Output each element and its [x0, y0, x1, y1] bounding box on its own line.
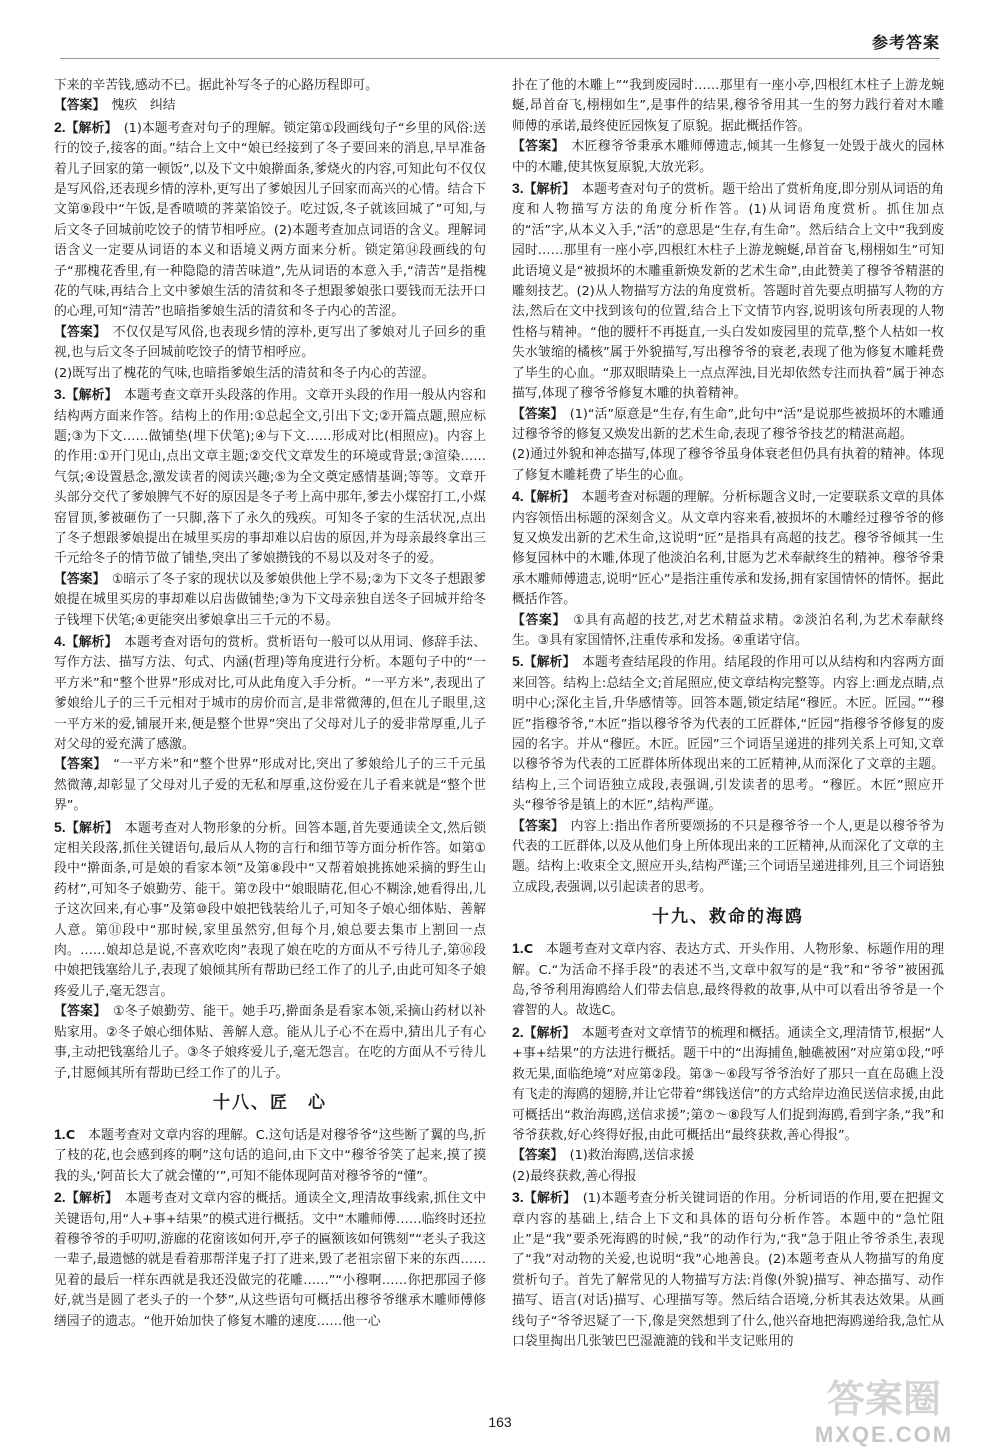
question-item [54, 631, 486, 755]
question-item [54, 1187, 486, 1332]
paragraph-text: 本题考查对句子的赏析。题干给出了赏析角度,即分别从词语的角度和人物描写方法的角度分析作答。(1)从词语角度赏析。抓住加点的“活”字,从本义入手,“活”的意思是“生存,有生命”。然后结合上文中“我到废园时……那里有一座小亭,四根红木柱子上游龙蜿蜒,昂首奋飞,栩栩如生”可知此语境义是“被损坏的木雕重新焕发新的艺术生命”,由此赞美了穆爷爷精湛的雕刻技艺。(2)从人物描写方法的角度赏析。答题时首先要点明描写人物的方法,然后在文中找到该句的位置,结合上下文情节内容,说明该句所表现的人物性格与精神。“他的腰杆不再挺直,一头白发如废园里的荒草,整个人枯如一枚失水皱缩的橘核”属于外貌描写,写出穆爷爷的衰老,表现了他为修复木雕耗费了毕生的心血。“那双眼睛染上一点点浑浊,目光却依然专注而执着”属于神态描写,体现了穆爷爷修复木雕的执着精神。 [512, 182, 944, 402]
question-item [512, 486, 944, 610]
body-paragraph [54, 364, 486, 384]
analysis-tag: 【解析】 [65, 820, 112, 836]
question-item [54, 1124, 486, 1187]
analysis-tag: 【解析】 [65, 120, 111, 136]
paragraph-text: (1)“活”原意是“生存,有生命”,此句中“活”是说那些被损坏的木雕通过穆爷爷的修复又焕发出新的艺术生命,表现了穆爷爷技艺的精湛高超。 [512, 406, 945, 442]
analysis-tag: 【解析】 [523, 655, 570, 671]
paragraph-text: 内容上:指出作者所要颂扬的不只是穆爷爷一个人,更是以穆爷爷为代表的工匠群体,以及从他们身上所体现出来的工匠精神,从而深化了文章的主题。结构上:收束全文,照应开头,结构严谨;三个词语呈递进排列,且三个词语独立成段,表强调,以引起读者的思考。 [512, 818, 944, 895]
paragraph-text: (2)既写出了槐花的气味,也暗指爹娘生活的清贫和冬子内心的苦涩。 [54, 365, 435, 381]
paragraph-text: 下来的辛苦钱,感动不已。据此补写冬子的心路历程即可。 [54, 78, 378, 93]
question-item [512, 178, 944, 404]
analysis-tag: 【解析】 [523, 1025, 569, 1041]
answer-item [512, 405, 944, 446]
question-number: 3. [54, 386, 66, 403]
answer-tag: 【答案】 [512, 139, 559, 155]
analysis-tag: 【解析】 [523, 1191, 570, 1207]
paragraph-text: 本题考查文章开头段落的作用。文章开头段的作用一般从内容和结构两方面来作答。结构上的作用:①总起全文,引出下文;②开篇点题,照应标题;③为下文……做铺垫(埋下伏笔);④与下文……形成对比(相照应)。内容上的作用:①开门见山,点出文章主题;②交代文章发生的环境或背景;③渲染……气氛;④设置悬念,激发读者的阅读兴趣;⑤为全文奠定感情基调;等等。文章开头部分交代了爹娘脾气不好的原因是冬子考上高中那年,爹去小煤窑打工,小煤窑冒顶,爹被砸伤了一只脚,落下了永久的残疾。可知冬子家的生活状况,点出了冬子想跟爹娘提出在城里买房的事却难以启齿的原因,并为母亲最终拿出三千元给冬子的情节做了铺垫,突出了爹娘攒钱的不易以及对冬子的爱。 [54, 388, 487, 567]
answer-item [512, 611, 944, 652]
paragraph-text: 本题考查对语句的赏析。赏析语句一般可以从用词、修辞手法、写作方法、描写方法、句式、内涵(哲理)等角度进行分析。本题句子中的“一平方米”和“整个世界”形成对比,可从此角度入手分析。“一平方米”,表现出了爹娘给儿子的三千元相对于城市的房价而言,是非常微薄的,但在儿子眼里,这一平方米的爱,铺展开来,便是整个世界”突出了父母对儿子的爱非常厚重,儿子对父母的爱充满了感激。 [54, 634, 487, 752]
question-number: 1. [54, 1125, 66, 1142]
question-number: 5. [54, 818, 66, 835]
analysis-tag: C [523, 942, 534, 958]
paragraph-text: (1)本题考查对句子的理解。锁定第①段画线句子“乡里的风俗:送行的饺子,接客的面。”结合上文中“娘已经接到了冬子要回来的消息,早早准备着儿子回家的第一顿饭”,以及下文中娘擀面条,爹烧火的内容,可知此句不仅仅是写风俗,还表现乡情的淳朴,更写出了爹娘因儿子回家而高兴的心情。结合下文第⑨段中“午饭,是香喷喷的荠菜馅饺子。吃过饭,冬子就该回城了”可知,与后文冬子回城前吃饺子的情节相呼应。(2)本题考查加点词语的含义。理解词语含义一定要从词语的本义和语境义两方面来分析。锁定第⑭段画线的句子“那槐花香里,有一种隐隐的清苦味道”,先从词语的本意入手,“清苦”是指槐花的气味,再结合上文中爹娘生活的清贫和冬子想跟爹娘张口要钱而无法开口的心理,可知“清苦”也暗指爹娘生活的清贫和冬子内心的苦涩。 [54, 120, 487, 320]
paragraph-text: (1)救治海鸥,送信求援 [569, 1148, 695, 1164]
answer-tag: 【答案】 [512, 406, 557, 422]
question-number: 4. [512, 488, 524, 505]
question-item [512, 1187, 944, 1352]
watermark [774, 1368, 994, 1448]
answer-item [512, 137, 944, 178]
left-column [54, 76, 486, 1332]
paragraph-text: 愧疚 纠结 [111, 98, 176, 114]
page-header [60, 18, 940, 59]
section-heading: 十九、救命的海鸥 [652, 907, 804, 928]
question-number: 5. [512, 653, 524, 670]
paragraph-text: 不仅仅是写风俗,也表现乡情的淳朴,更写出了爹娘对儿子回乡的重视,也与后文冬子回城前吃饺子的情节相呼应。 [54, 324, 486, 361]
analysis-tag: 【解析】 [65, 1191, 112, 1207]
paragraph-text: 本题考查对文章内容、表达方式、开头作用、人物形象、标题作用的理解。C.“为活命不择手段”的表述不当,文章中叙写的是“我”和“爷爷”被困孤岛,爷爷利用海鸥给人们带去信息,最终得救的故事,从中可以看出爷爷是一个睿智的人。故选C。 [512, 942, 945, 1019]
question-number: 4. [54, 632, 66, 649]
paragraph-text: (2)最终获救,善心得报 [512, 1168, 637, 1184]
answer-tag: 【答案】 [54, 1004, 100, 1020]
paragraph-text: (1)本题考查分析关键词语的作用。分析词语的作用,要在把握文章内容的基础上,结合上下文和具体的语句分析作答。本题中的“急忙阻止”是“我”要杀死海鸥的时候,“我”的动作行为,“我”急于阻止爷爷杀生,表现了“我”对动物的关爱,也说明“我”心地善良。(2)本题考查从人物描写的角度赏析句子。首先了解常见的人物描写方法:肖像(外貌)描写、神态描写、动作描写、语言(对话)描写、心理描写等。然后结合语境,分析其表达效果。从画线句子“爷爷迟疑了一下,像是突然想到了什么,他兴奋地把海鸥递给我,急忙从口袋里掏出几张皱巴巴湿漉漉的钱和半支记账用的 [512, 1191, 945, 1349]
answer-tag: 【答案】 [512, 818, 558, 834]
paragraph-text: 木匠穆爷爷秉承木雕师傅遗志,倾其一生修复一处毁于战火的园林中的木雕,使其恢复原貌,大放光彩。 [512, 139, 944, 175]
watermark-logo: 答案圈 [826, 1376, 941, 1421]
question-number: 1. [512, 940, 524, 957]
answer-tag: 【答案】 [512, 612, 560, 628]
paragraph-text: ①具有高超的技艺,对艺术精益求精。②淡泊名利,为艺术奉献终生。③具有家国情怀,注重传承和发扬。④重诺守信。 [512, 612, 944, 648]
answer-item [54, 96, 486, 116]
watermark-site: MXQE.COM [814, 1422, 954, 1447]
answer-item [54, 1002, 486, 1084]
question-number: 3. [512, 1189, 524, 1206]
answer-item [512, 817, 944, 899]
body-paragraph [54, 76, 486, 96]
question-item [54, 384, 486, 570]
paragraph-text: “一平方米”和“整个世界”形成对比,突出了爹娘给儿子的三千元虽然微薄,却彰显了父母对儿子爱的无私和厚重,这份爱在儿子看来就是“整个世界”。 [54, 757, 487, 814]
header-title: 参考答案 [871, 33, 940, 52]
question-item [512, 1022, 944, 1146]
answer-item [54, 323, 486, 364]
body-paragraph [512, 1167, 944, 1187]
analysis-tag: 【解析】 [65, 634, 112, 650]
paragraph-text: 本题考查结尾段的作用。结尾段的作用可以从结构和内容两方面来回答。结构上:总结全文;首尾照应,使文章结构完整等。内容上:画龙点睛,点明中心;深化主旨,升华感情等。回答本题,锁定结尾“穆匠。木匠。匠园。”“穆匠”指穆爷爷,“木匠”指以穆爷爷为代表的工匠群体,“匠园”指穆爷爷修复的废园的名字。并从“穆匠。木匠。匠园”三个词语呈递进的排列关系上可知,文章以穆爷爷为代表的工匠群体所体现出来的工匠精神,从而深化了文章的主题。结构上,三个词语独立成段,表强调,引发读者的思考。“穆匠。木匠”照应开头“穆爷爷是镇上的木匠”,结构严谨。 [512, 655, 945, 814]
right-column [512, 76, 944, 1352]
body-paragraph [512, 445, 944, 486]
question-number: 2. [54, 118, 66, 135]
answer-tag: 【答案】 [54, 757, 101, 773]
page-number: 163 [488, 1414, 512, 1430]
analysis-tag: 【解析】 [523, 182, 569, 198]
paragraph-text: 扑在了他的木雕上”“我到废园时……那里有一座小亭,四根红木柱子上游龙蜿蜒,昂首奋飞,栩栩如生”,是事件的结果,穆爷爷用其一生的努力践行着对木雕师傅的承诺,最终使匠园恢复了原貌。据此概括作答。 [512, 78, 944, 134]
answer-tag: 【答案】 [54, 324, 100, 340]
paragraph-text: 本题考查对人物形象的分析。回答本题,首先要通读全文,然后锁定相关段落,抓住关键语句,最后从人物的言行和细节等方面分析作答。如第①段中“擀面条,可是娘的看家本领”及第⑧段中“又帮着娘挑拣她采摘的野生山药材”,可知冬子娘勤劳、能干。第⑦段中“娘眼睛花,但心不糊涂,她看得出,儿子这次回来,有心事”及第⑩段中娘把钱装给儿子,可知冬子娘心细体贴、善解人意。第⑪段中“那时候,家里虽然穷,但每个月,娘总要去集市上割回一点肉。……娘却总是说,不喜欢吃肉”表现了娘在吃的方面从不亏待儿子,第⑯段中娘把钱塞给儿子,表现了娘倾其所有帮助已经工作了的儿子,由此可知冬子娘疼爱儿子,毫无怨言。 [54, 820, 487, 999]
paragraph-text: 本题考查对文章内容的理解。C.这句话是对穆爷爷“这些断了翼的鸟,折了枝的花,也会感到疼的啊”这句话的追问,由下文中“穆爷爷笑了起来,摸了摸我的头,‘阿苗长大了就会懂的’”,可知不能体现阿苗对穆爷爷的“懂”。 [54, 1127, 487, 1184]
body-paragraph [512, 76, 944, 137]
analysis-tag: 【解析】 [65, 388, 112, 404]
answer-tag: 【答案】 [512, 1148, 557, 1164]
paragraph-text: 本题考查对文章内容的概括。通读全文,理清故事线索,抓住文中关键语句,用“人+事+结果”的模式进行概括。文中“木雕师傅……临终时还拉着穆爷爷的手叨叨,游廊的花窗该如何开,亭子的匾额该如何镌刻”“老头子我这一辈子,最遗憾的就是看着那帮洋鬼子打了进来,毁了老祖宗留下来的东西……见着的最后一样东西就是我还没做完的花雕……”“小穆啊……你把那园子修好,就当是圆了老头子的一个梦”,从这些语句可概括出穆爷爷继承木雕师傅修缮园子的遗志。“他开始加快了修复木雕的速度……他一心 [54, 1191, 487, 1329]
question-item [512, 651, 944, 816]
paragraph-text: 本题考查对标题的理解。分析标题含义时,一定要联系文章的具体内容领悟出标题的深刻含义。从文章内容来看,被损坏的木雕经过穆爷爷的修复又焕发出新的艺术生命,这说明“匠”是指具有高超的技艺。穆爷爷倾其一生修复园林中的木雕,体现了他淡泊名利,甘愿为艺术奉献终生的精神。穆爷爷秉承木雕师傅遗志,说明“匠心”是指注重传承和发扬,拥有家国情怀的情怀。据此概括作答。 [512, 490, 944, 608]
question-item [54, 817, 486, 1003]
answer-tag: 【答案】 [54, 98, 99, 114]
analysis-tag: 【解析】 [523, 490, 569, 506]
answer-page [0, 76, 1000, 1416]
analysis-tag: C [65, 1127, 76, 1143]
paragraph-text: ①暗示了冬子家的现状以及爹娘供他上学不易;②为下文冬子想跟爹娘提在城里买房的事却难以启齿做铺垫;③为下文母亲独自送冬子回城并给冬子钱埋下伏笔;④更能突出爹娘拿出三千元的不易。 [54, 571, 487, 628]
answer-item [54, 570, 486, 631]
answer-tag: 【答案】 [54, 571, 99, 587]
answer-item [54, 755, 486, 816]
paragraph-text: (2)通过外貌和神态描写,体现了穆爷爷虽身体衰老但仍具有执着的精神。体现了修复木雕耗费了毕生的心血。 [512, 447, 944, 483]
question-item [54, 117, 486, 323]
question-item [512, 938, 944, 1022]
answer-item [512, 1146, 944, 1166]
section-heading: 十八、匠 心 [213, 1092, 327, 1113]
question-number: 2. [512, 1023, 524, 1040]
paragraph-text: 本题考查对文章情节的梳理和概括。通读全文,理清情节,根据“人+事+结果”的方法进行概括。题干中的“出海捕鱼,触礁被困”对应第①段,“呼救无果,面临绝境”对应第②段。第③～⑥段写爷爷治好了那只一直在岛礁上没有飞走的海鸥的翅膀,并让它带着“绑钱送信”的方式给岸边渔民送信求援,由此可概括出“救治海鸥,送信求援”;第⑦～⑧段写人们捉到海鸥,看到字条,“我”和爷爷获救,好心终得好报,由此可概括出“最终获救,善心得报”。 [512, 1025, 945, 1143]
question-number: 3. [512, 180, 524, 197]
question-number: 2. [54, 1189, 66, 1206]
paragraph-text: ①冬子娘勤劳、能干。她手巧,擀面条是看家本领,采摘山药材以补贴家用。②冬子娘心细体贴、善解人意。能从儿子心不在焉中,猜出儿子有心事,主动把钱塞给儿子。③冬子娘疼爱儿子,毫无怨言。在吃的方面从不亏待儿子,甘愿倾其所有帮助已经工作了的儿子。 [54, 1004, 487, 1081]
